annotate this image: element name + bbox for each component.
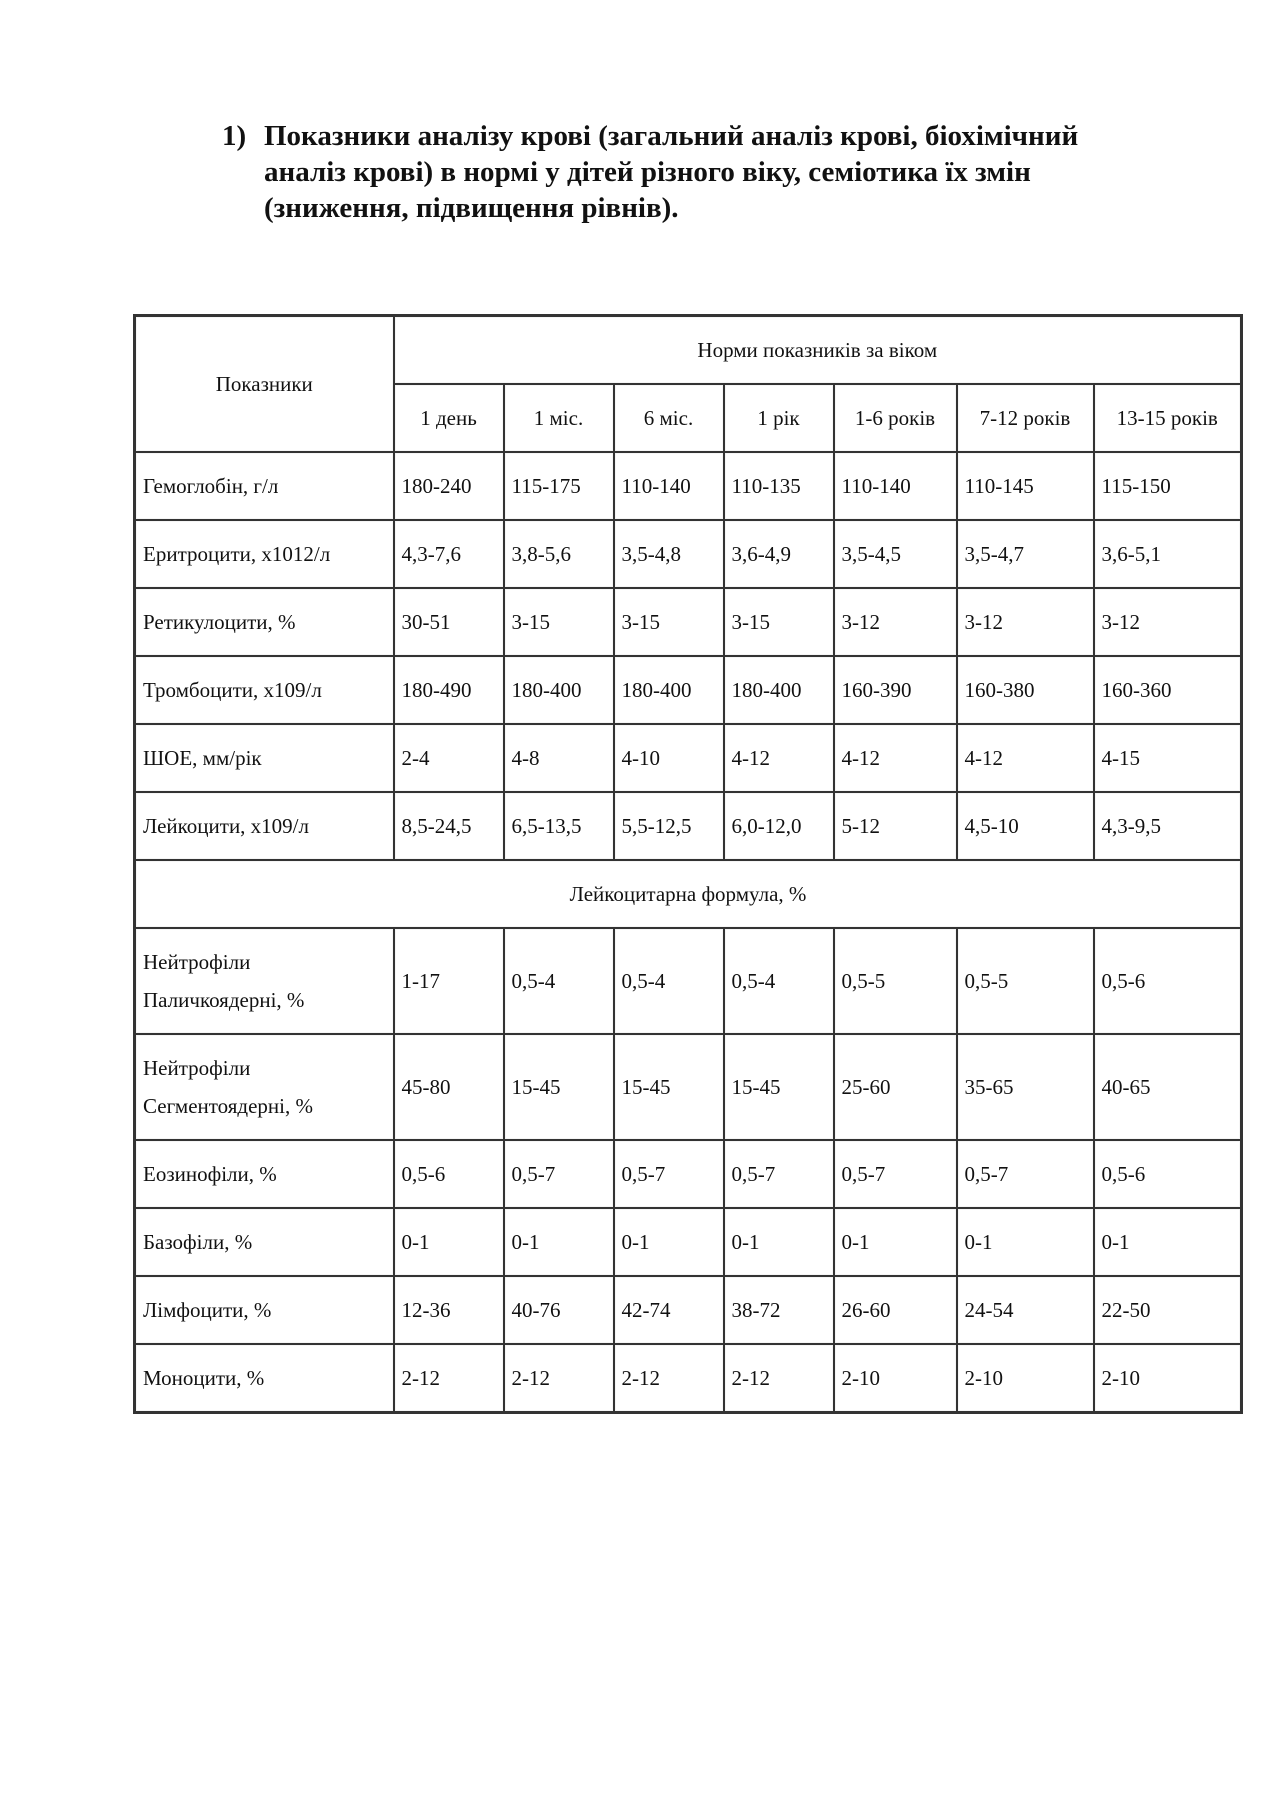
table-row — [135, 520, 1242, 588]
value-cell: 4-12 — [957, 724, 1094, 792]
value-cell: 40-65 — [1094, 1034, 1242, 1140]
value-cell: 2-10 — [1094, 1344, 1242, 1413]
value-cell: 0-1 — [394, 1208, 504, 1276]
heading-text — [264, 118, 1182, 226]
value-cell: 42-74 — [614, 1276, 724, 1344]
age-column-header: 1 рік — [724, 384, 834, 452]
value-cell: 3-12 — [957, 588, 1094, 656]
value-cell: 4-12 — [834, 724, 957, 792]
age-group-header: Норми показників за віком — [394, 316, 1242, 385]
value-cell: 0-1 — [724, 1208, 834, 1276]
value-cell: 0,5-6 — [1094, 928, 1242, 1034]
row-label-line: Моноцити, % — [143, 1365, 265, 1390]
value-cell: 110-140 — [614, 452, 724, 520]
row-label-line: Нейтрофіли — [143, 1056, 251, 1080]
value-cell: 2-12 — [504, 1344, 614, 1413]
row-label: Лейкоцити, x109/л — [135, 792, 394, 860]
value-cell: 0-1 — [1094, 1208, 1242, 1276]
row-label — [135, 928, 394, 1034]
value-cell: 5-12 — [834, 792, 957, 860]
table-row — [135, 452, 1242, 520]
age-column-header: 13-15 років — [1094, 384, 1242, 452]
value-cell: 45-80 — [394, 1034, 504, 1140]
value-cell: 3-15 — [724, 588, 834, 656]
value-cell: 25-60 — [834, 1034, 957, 1140]
value-cell: 3-12 — [1094, 588, 1242, 656]
value-cell: 2-12 — [394, 1344, 504, 1413]
row-label-line: Нейтрофіли — [143, 950, 251, 974]
blood-norms-table — [133, 314, 1243, 1414]
header-row-group — [135, 316, 1242, 385]
age-column-header: 1 день — [394, 384, 504, 452]
value-cell: 0,5-7 — [614, 1140, 724, 1208]
value-cell: 180-400 — [614, 656, 724, 724]
value-cell: 26-60 — [834, 1276, 957, 1344]
value-cell: 3,5-4,8 — [614, 520, 724, 588]
value-cell: 0-1 — [957, 1208, 1094, 1276]
section-heading — [222, 118, 1182, 226]
value-cell: 110-140 — [834, 452, 957, 520]
row-label — [135, 1140, 394, 1208]
row-label-line: Базофіли, % — [143, 1229, 253, 1254]
value-cell: 4,3-9,5 — [1094, 792, 1242, 860]
value-cell: 6,0-12,0 — [724, 792, 834, 860]
age-column-header: 1-6 років — [834, 384, 957, 452]
value-cell: 110-145 — [957, 452, 1094, 520]
value-cell: 0,5-5 — [834, 928, 957, 1034]
row-label-line: Паличкоядерні, % — [143, 988, 305, 1012]
value-cell: 4,5-10 — [957, 792, 1094, 860]
value-cell: 1-17 — [394, 928, 504, 1034]
formula-header: Лейкоцитарна формула, % — [135, 860, 1242, 928]
value-cell: 24-54 — [957, 1276, 1094, 1344]
value-cell: 0,5-7 — [957, 1140, 1094, 1208]
value-cell: 0,5-5 — [957, 928, 1094, 1034]
value-cell: 3-15 — [504, 588, 614, 656]
value-cell: 4,3-7,6 — [394, 520, 504, 588]
heading-line: аналіз крові) в нормі у дітей різного віку, семіотика їх змін — [264, 156, 1031, 188]
value-cell: 110-135 — [724, 452, 834, 520]
row-label-line: Еозинофіли, % — [143, 1161, 277, 1186]
row-label-line: Сегментоядерні, % — [143, 1094, 313, 1118]
value-cell: 15-45 — [724, 1034, 834, 1140]
value-cell: 3,6-4,9 — [724, 520, 834, 588]
value-cell: 35-65 — [957, 1034, 1094, 1140]
value-cell: 0,5-4 — [504, 928, 614, 1034]
age-column-header: 6 міс. — [614, 384, 724, 452]
value-cell: 2-10 — [834, 1344, 957, 1413]
row-label: Еритроцити, x1012/л — [135, 520, 394, 588]
age-column-header: 7-12 років — [957, 384, 1094, 452]
value-cell: 5,5-12,5 — [614, 792, 724, 860]
table-row — [135, 1208, 1242, 1276]
table-row — [135, 1344, 1242, 1413]
value-cell: 8,5-24,5 — [394, 792, 504, 860]
row-label: Ретикулоцити, % — [135, 588, 394, 656]
value-cell: 4-12 — [724, 724, 834, 792]
value-cell: 0,5-4 — [724, 928, 834, 1034]
row-label-line: Лімфоцити, % — [143, 1297, 272, 1322]
value-cell: 180-400 — [724, 656, 834, 724]
table-row — [135, 928, 1242, 1034]
value-cell: 30-51 — [394, 588, 504, 656]
value-cell: 2-12 — [724, 1344, 834, 1413]
table-row — [135, 1276, 1242, 1344]
value-cell: 180-240 — [394, 452, 504, 520]
value-cell: 180-490 — [394, 656, 504, 724]
value-cell: 180-400 — [504, 656, 614, 724]
row-label: ШОЕ, мм/рік — [135, 724, 394, 792]
value-cell: 0,5-7 — [834, 1140, 957, 1208]
value-cell: 2-10 — [957, 1344, 1094, 1413]
value-cell: 4-15 — [1094, 724, 1242, 792]
value-cell: 115-150 — [1094, 452, 1242, 520]
value-cell: 160-390 — [834, 656, 957, 724]
table-row — [135, 724, 1242, 792]
table-row — [135, 588, 1242, 656]
value-cell: 3,5-4,7 — [957, 520, 1094, 588]
value-cell: 15-45 — [504, 1034, 614, 1140]
value-cell: 0-1 — [614, 1208, 724, 1276]
value-cell: 0,5-4 — [614, 928, 724, 1034]
value-cell: 115-175 — [504, 452, 614, 520]
value-cell: 15-45 — [614, 1034, 724, 1140]
age-column-header: 1 міс. — [504, 384, 614, 452]
value-cell: 12-36 — [394, 1276, 504, 1344]
value-cell: 2-4 — [394, 724, 504, 792]
table-row — [135, 1140, 1242, 1208]
value-cell: 3-12 — [834, 588, 957, 656]
row-label — [135, 1034, 394, 1140]
value-cell: 3,8-5,6 — [504, 520, 614, 588]
value-cell: 0-1 — [504, 1208, 614, 1276]
table-row — [135, 656, 1242, 724]
value-cell: 4-10 — [614, 724, 724, 792]
value-cell: 3,5-4,5 — [834, 520, 957, 588]
heading-line: Показники аналізу крові (загальний аналіз крові, біохімічний — [264, 120, 1079, 152]
row-label: Гемоглобін, г/л — [135, 452, 394, 520]
value-cell: 22-50 — [1094, 1276, 1242, 1344]
value-cell: 3-15 — [614, 588, 724, 656]
value-cell: 0-1 — [834, 1208, 957, 1276]
table-row — [135, 792, 1242, 860]
row-label — [135, 1344, 394, 1413]
value-cell: 4-8 — [504, 724, 614, 792]
value-cell: 3,6-5,1 — [1094, 520, 1242, 588]
value-cell: 0,5-6 — [1094, 1140, 1242, 1208]
value-cell: 40-76 — [504, 1276, 614, 1344]
value-cell: 0,5-7 — [504, 1140, 614, 1208]
row-label: Тромбоцити, x109/л — [135, 656, 394, 724]
value-cell: 0,5-7 — [724, 1140, 834, 1208]
value-cell: 2-12 — [614, 1344, 724, 1413]
table-row — [135, 1034, 1242, 1140]
heading-number: 1) — [222, 120, 247, 152]
indicator-header: Показники — [135, 316, 394, 453]
row-label — [135, 1208, 394, 1276]
value-cell: 160-360 — [1094, 656, 1242, 724]
heading-line: (зниження, підвищення рівнів). — [264, 192, 679, 224]
formula-header-row — [135, 860, 1242, 928]
value-cell: 160-380 — [957, 656, 1094, 724]
value-cell: 0,5-6 — [394, 1140, 504, 1208]
value-cell: 6,5-13,5 — [504, 792, 614, 860]
value-cell: 38-72 — [724, 1276, 834, 1344]
row-label — [135, 1276, 394, 1344]
